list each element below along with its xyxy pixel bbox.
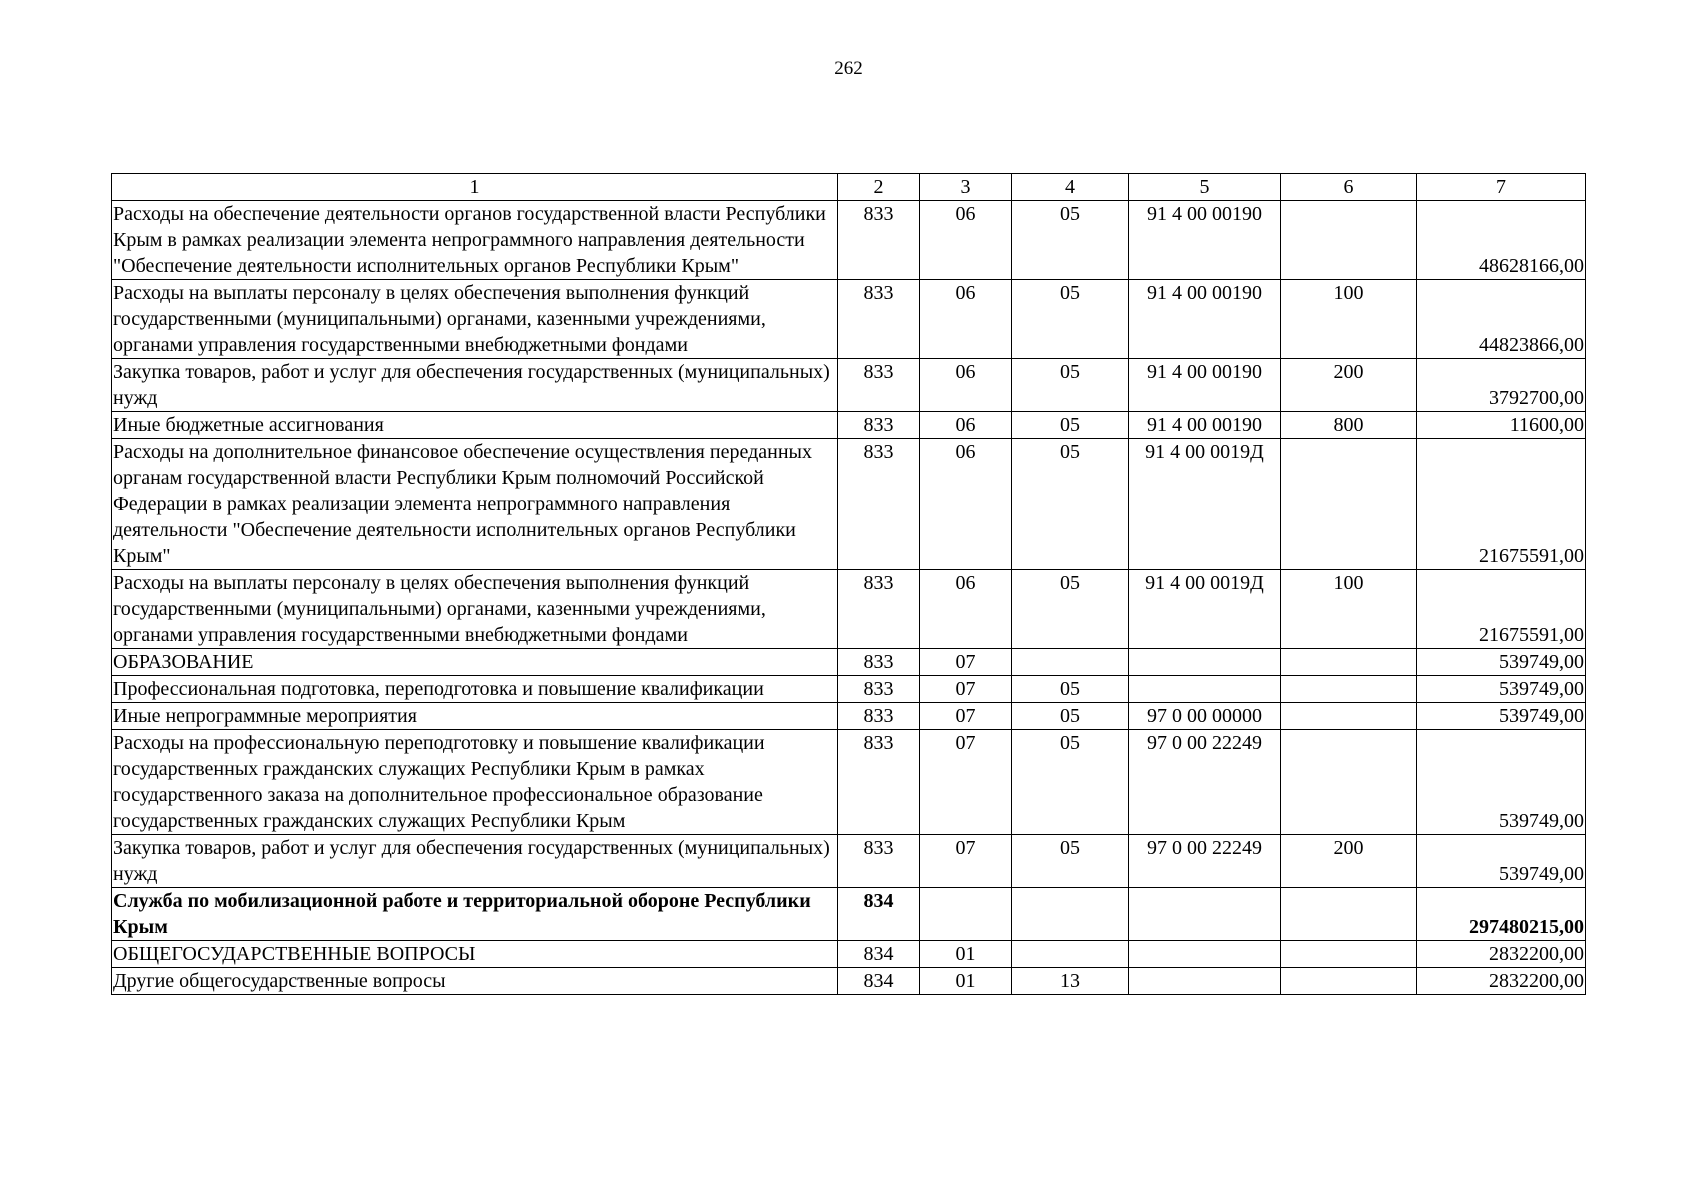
row-target-article-cell: 91 4 00 0019Д (1129, 439, 1281, 570)
row-amount-cell: 3792700,00 (1417, 359, 1586, 412)
row-expense-type-cell (1281, 439, 1417, 570)
page-number: 262 (834, 58, 863, 79)
row-name-cell: Расходы на выплаты персоналу в целях обеспечения выполнения функций государственными (муниципальными) органами, казенными учреждениями, органами управления государственными внебюджетными фондами (112, 570, 838, 649)
table-row (112, 703, 1586, 730)
header-cell-1: 1 (112, 174, 838, 201)
row-section-code-cell: 01 (920, 968, 1012, 995)
row-expense-type-cell: 200 (1281, 359, 1417, 412)
table-row (112, 649, 1586, 676)
row-expense-type-cell: 100 (1281, 570, 1417, 649)
row-ministry-code-cell: 833 (838, 201, 920, 280)
table-row (112, 968, 1586, 995)
row-section-code-cell: 06 (920, 570, 1012, 649)
row-name-cell: ОБЩЕГОСУДАРСТВЕННЫЕ ВОПРОСЫ (112, 941, 838, 968)
row-section-code-cell: 06 (920, 280, 1012, 359)
row-target-article-cell: 91 4 00 00190 (1129, 412, 1281, 439)
table-row (112, 730, 1586, 835)
row-subsection-code-cell: 05 (1012, 280, 1129, 359)
row-section-code-cell: 06 (920, 439, 1012, 570)
row-subsection-code-cell: 05 (1012, 359, 1129, 412)
row-subsection-code-cell: 05 (1012, 412, 1129, 439)
table-row (112, 941, 1586, 968)
row-amount-cell: 539749,00 (1417, 835, 1586, 888)
row-section-code-cell: 06 (920, 359, 1012, 412)
row-ministry-code-cell: 833 (838, 835, 920, 888)
row-section-code-cell: 07 (920, 835, 1012, 888)
header-cell-2: 2 (838, 174, 920, 201)
row-name-cell: Закупка товаров, работ и услуг для обеспечения государственных (муниципальных) нужд (112, 835, 838, 888)
row-target-article-cell: 91 4 00 00190 (1129, 359, 1281, 412)
row-ministry-code-cell: 833 (838, 439, 920, 570)
row-amount-cell: 539749,00 (1417, 730, 1586, 835)
row-amount-cell: 2832200,00 (1417, 941, 1586, 968)
row-target-article-cell: 97 0 00 22249 (1129, 835, 1281, 888)
row-section-code-cell: 07 (920, 676, 1012, 703)
row-name-cell: Расходы на дополнительное финансовое обеспечение осуществления переданных органам государственной власти Республики Крым полномочий Российской Федерации в рамках реализации элемента непрограммного направления деятельности "Обеспечение деятельности исполнительных органов Республики Крым" (112, 439, 838, 570)
row-expense-type-cell (1281, 649, 1417, 676)
table-row (112, 359, 1586, 412)
row-subsection-code-cell: 05 (1012, 703, 1129, 730)
row-amount-cell: 48628166,00 (1417, 201, 1586, 280)
row-name-cell: Другие общегосударственные вопросы (112, 968, 838, 995)
row-name-cell: Расходы на обеспечение деятельности органов государственной власти Республики Крым в рамках реализации элемента непрограммного направления деятельности "Обеспечение деятельности исполнительных органов Республики Крым" (112, 201, 838, 280)
row-section-code-cell: 06 (920, 412, 1012, 439)
row-section-code-cell: 07 (920, 649, 1012, 676)
table-row (112, 439, 1586, 570)
table-row (112, 412, 1586, 439)
row-target-article-cell: 91 4 00 00190 (1129, 201, 1281, 280)
header-cell-3: 3 (920, 174, 1012, 201)
row-section-code-cell: 01 (920, 941, 1012, 968)
table-row (112, 201, 1586, 280)
row-ministry-code-cell: 833 (838, 676, 920, 703)
row-ministry-code-cell: 833 (838, 570, 920, 649)
table-row (112, 570, 1586, 649)
row-amount-cell: 539749,00 (1417, 703, 1586, 730)
row-subsection-code-cell: 05 (1012, 730, 1129, 835)
row-ministry-code-cell: 834 (838, 968, 920, 995)
row-subsection-code-cell: 05 (1012, 676, 1129, 703)
row-target-article-cell (1129, 941, 1281, 968)
budget-table (111, 173, 1586, 995)
row-amount-cell: 21675591,00 (1417, 570, 1586, 649)
table-body (112, 174, 1586, 995)
row-expense-type-cell (1281, 941, 1417, 968)
row-name-cell: Закупка товаров, работ и услуг для обеспечения государственных (муниципальных) нужд (112, 359, 838, 412)
row-amount-cell: 21675591,00 (1417, 439, 1586, 570)
row-ministry-code-cell: 833 (838, 649, 920, 676)
row-amount-cell: 2832200,00 (1417, 968, 1586, 995)
row-subsection-code-cell: 05 (1012, 439, 1129, 570)
table-row (112, 676, 1586, 703)
row-target-article-cell (1129, 676, 1281, 703)
row-section-code-cell: 06 (920, 201, 1012, 280)
row-amount-cell: 539749,00 (1417, 676, 1586, 703)
row-subsection-code-cell (1012, 941, 1129, 968)
row-name-cell: Иные непрограммные мероприятия (112, 703, 838, 730)
row-expense-type-cell (1281, 968, 1417, 995)
row-subsection-code-cell (1012, 888, 1129, 941)
row-expense-type-cell (1281, 201, 1417, 280)
header-cell-5: 5 (1129, 174, 1281, 201)
header-cell-6: 6 (1281, 174, 1417, 201)
row-name-cell: Иные бюджетные ассигнования (112, 412, 838, 439)
row-target-article-cell: 97 0 00 00000 (1129, 703, 1281, 730)
row-subsection-code-cell: 13 (1012, 968, 1129, 995)
row-expense-type-cell (1281, 730, 1417, 835)
table-header-row (112, 174, 1586, 201)
row-amount-cell: 11600,00 (1417, 412, 1586, 439)
row-target-article-cell (1129, 968, 1281, 995)
row-target-article-cell: 97 0 00 22249 (1129, 730, 1281, 835)
row-ministry-code-cell: 833 (838, 280, 920, 359)
row-name-cell: Расходы на выплаты персоналу в целях обеспечения выполнения функций государственными (муниципальными) органами, казенными учреждениями, органами управления государственными внебюджетными фондами (112, 280, 838, 359)
row-section-code-cell: 07 (920, 703, 1012, 730)
row-subsection-code-cell: 05 (1012, 835, 1129, 888)
row-ministry-code-cell: 833 (838, 412, 920, 439)
row-name-cell: Профессиональная подготовка, переподготовка и повышение квалификации (112, 676, 838, 703)
row-target-article-cell (1129, 888, 1281, 941)
row-ministry-code-cell: 834 (838, 888, 920, 941)
row-name-cell: Служба по мобилизационной работе и территориальной обороне Республики Крым (112, 888, 838, 941)
row-target-article-cell: 91 4 00 00190 (1129, 280, 1281, 359)
row-expense-type-cell: 100 (1281, 280, 1417, 359)
table-row (112, 280, 1586, 359)
row-name-cell: ОБРАЗОВАНИЕ (112, 649, 838, 676)
header-cell-7: 7 (1417, 174, 1586, 201)
row-amount-cell: 539749,00 (1417, 649, 1586, 676)
row-ministry-code-cell: 833 (838, 730, 920, 835)
row-expense-type-cell: 800 (1281, 412, 1417, 439)
row-section-code-cell: 07 (920, 730, 1012, 835)
row-amount-cell: 297480215,00 (1417, 888, 1586, 941)
row-amount-cell: 44823866,00 (1417, 280, 1586, 359)
row-ministry-code-cell: 833 (838, 703, 920, 730)
row-target-article-cell: 91 4 00 0019Д (1129, 570, 1281, 649)
row-expense-type-cell (1281, 703, 1417, 730)
row-ministry-code-cell: 833 (838, 359, 920, 412)
row-expense-type-cell (1281, 888, 1417, 941)
row-subsection-code-cell: 05 (1012, 570, 1129, 649)
header-cell-4: 4 (1012, 174, 1129, 201)
row-expense-type-cell (1281, 676, 1417, 703)
row-subsection-code-cell: 05 (1012, 201, 1129, 280)
table-row (112, 835, 1586, 888)
row-expense-type-cell: 200 (1281, 835, 1417, 888)
row-ministry-code-cell: 834 (838, 941, 920, 968)
row-target-article-cell (1129, 649, 1281, 676)
row-section-code-cell (920, 888, 1012, 941)
row-subsection-code-cell (1012, 649, 1129, 676)
row-name-cell: Расходы на профессиональную переподготовку и повышение квалификации государственных гражданских служащих Республики Крым в рамках государственного заказа на дополнительное профессиональное образование государственных гражданских служащих Республики Крым (112, 730, 838, 835)
table-row (112, 888, 1586, 941)
